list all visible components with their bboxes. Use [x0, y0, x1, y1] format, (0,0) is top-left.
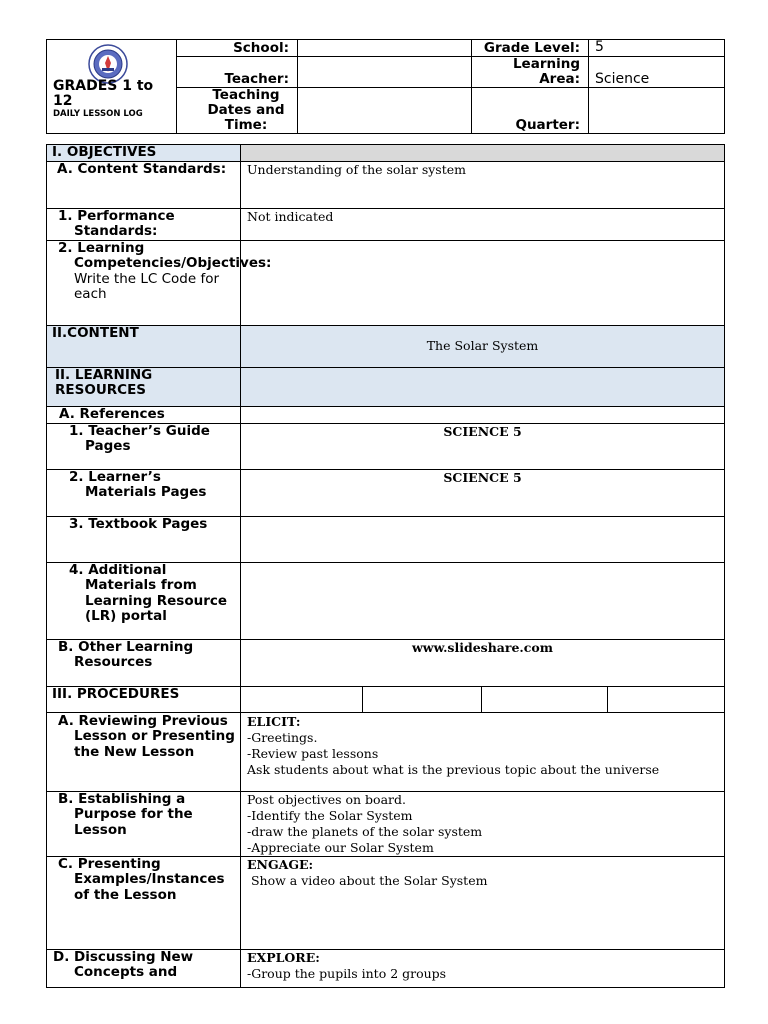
teaching-dates-value: [298, 88, 472, 134]
content-heading: II.CONTENT: [47, 325, 241, 367]
purpose-line: Post objectives on board.: [247, 791, 406, 807]
content-standards-label: A. Content Standards:: [47, 161, 241, 208]
presenting-examples-label: C. Presenting Examples/Instances of the Lesson: [47, 856, 241, 949]
procedures-day-3: [482, 686, 608, 712]
teacher-label: Teacher:: [177, 57, 298, 88]
purpose-line: -Identify the Solar System: [247, 807, 413, 823]
additional-materials-value: [241, 562, 725, 639]
header-table: [46, 39, 725, 134]
grade-level-label: Grade Level:: [472, 40, 589, 57]
purpose-line: -draw the planets of the solar system: [247, 823, 483, 839]
reviewing-lesson-label: A. Reviewing Previous Lesson or Presenting the New Lesson: [47, 712, 241, 791]
grades-title: GRADES 1 to 12: [53, 78, 154, 109]
lesson-log-table: [46, 144, 725, 988]
presenting-examples-value: [241, 856, 725, 949]
examples-line: Show a video about the Solar System: [247, 872, 488, 888]
establishing-purpose-label: B. Establishing a Purpose for the Lesson: [47, 791, 241, 856]
learning-competencies-note: Write the LC Code for each: [74, 270, 220, 302]
reviewing-line: Ask students about what is the previous topic about the universe: [247, 761, 660, 777]
purpose-line: -Appreciate our Solar System: [247, 839, 434, 855]
school-value: [298, 40, 472, 57]
procedures-day-2: [363, 686, 482, 712]
teacher-value: [298, 57, 472, 88]
reviewing-line: -Review past lessons: [247, 745, 379, 761]
textbook-value: [241, 516, 725, 562]
header-logo-cell: [47, 40, 177, 134]
school-label: School:: [177, 40, 298, 57]
reviewing-line: -Greetings.: [247, 729, 318, 745]
learning-resources-heading-fill: [241, 367, 725, 406]
establishing-purpose-value: [241, 791, 725, 856]
objectives-heading: I. OBJECTIVES: [47, 145, 241, 162]
learning-area-label: Learning Area:: [472, 57, 589, 88]
teachers-guide-value: SCIENCE 5: [241, 423, 725, 469]
content-standards-value: Understanding of the solar system: [241, 161, 725, 208]
additional-materials-label: 4. Additional Materials from Learning Resource (LR) portal: [47, 562, 241, 639]
teachers-guide-label: 1. Teacher’s Guide Pages: [47, 423, 241, 469]
performance-standards-label: 1. Performance Standards:: [47, 208, 241, 240]
learning-competencies-value: [241, 240, 725, 325]
other-resources-value: www.slideshare.com: [241, 639, 725, 686]
procedures-day-1: [241, 686, 363, 712]
learning-competencies-title: 2. Learning Competencies/Objectives:: [58, 239, 272, 271]
references-label: A. References: [47, 406, 241, 423]
explore-heading: EXPLORE:: [247, 949, 320, 965]
learning-resources-heading: II. LEARNING RESOURCES: [47, 367, 241, 406]
learners-materials-value: SCIENCE 5: [241, 469, 725, 516]
daily-lesson-log-title: DAILY LESSON LOG: [53, 109, 143, 119]
references-value: [241, 406, 725, 423]
other-resources-label: B. Other Learning Resources: [47, 639, 241, 686]
textbook-label: 3. Textbook Pages: [47, 516, 241, 562]
engage-heading: ENGAGE:: [247, 856, 314, 872]
quarter-value: [589, 88, 725, 134]
discussing-concepts-value: [241, 949, 725, 987]
teaching-dates-label: Teaching Dates and Time:: [177, 88, 298, 134]
discussing-concepts-label: D. Discussing New Concepts and: [47, 949, 241, 987]
learners-materials-label: 2. Learner’s Materials Pages: [47, 469, 241, 516]
procedures-heading: III. PROCEDURES: [47, 686, 241, 712]
quarter-label: Quarter:: [472, 88, 589, 134]
learning-area-value: Science: [589, 57, 725, 88]
performance-standards-value: Not indicated: [241, 208, 725, 240]
content-value: The Solar System: [241, 325, 725, 367]
grade-level-value: 5: [589, 40, 725, 57]
discussing-line: -Group the pupils into 2 groups: [247, 965, 447, 981]
learning-competencies-label: [47, 239, 272, 325]
procedures-day-4: [608, 686, 725, 712]
elicit-heading: ELICIT:: [247, 713, 301, 729]
objectives-heading-fill: [241, 145, 725, 162]
reviewing-lesson-value: [241, 712, 725, 791]
